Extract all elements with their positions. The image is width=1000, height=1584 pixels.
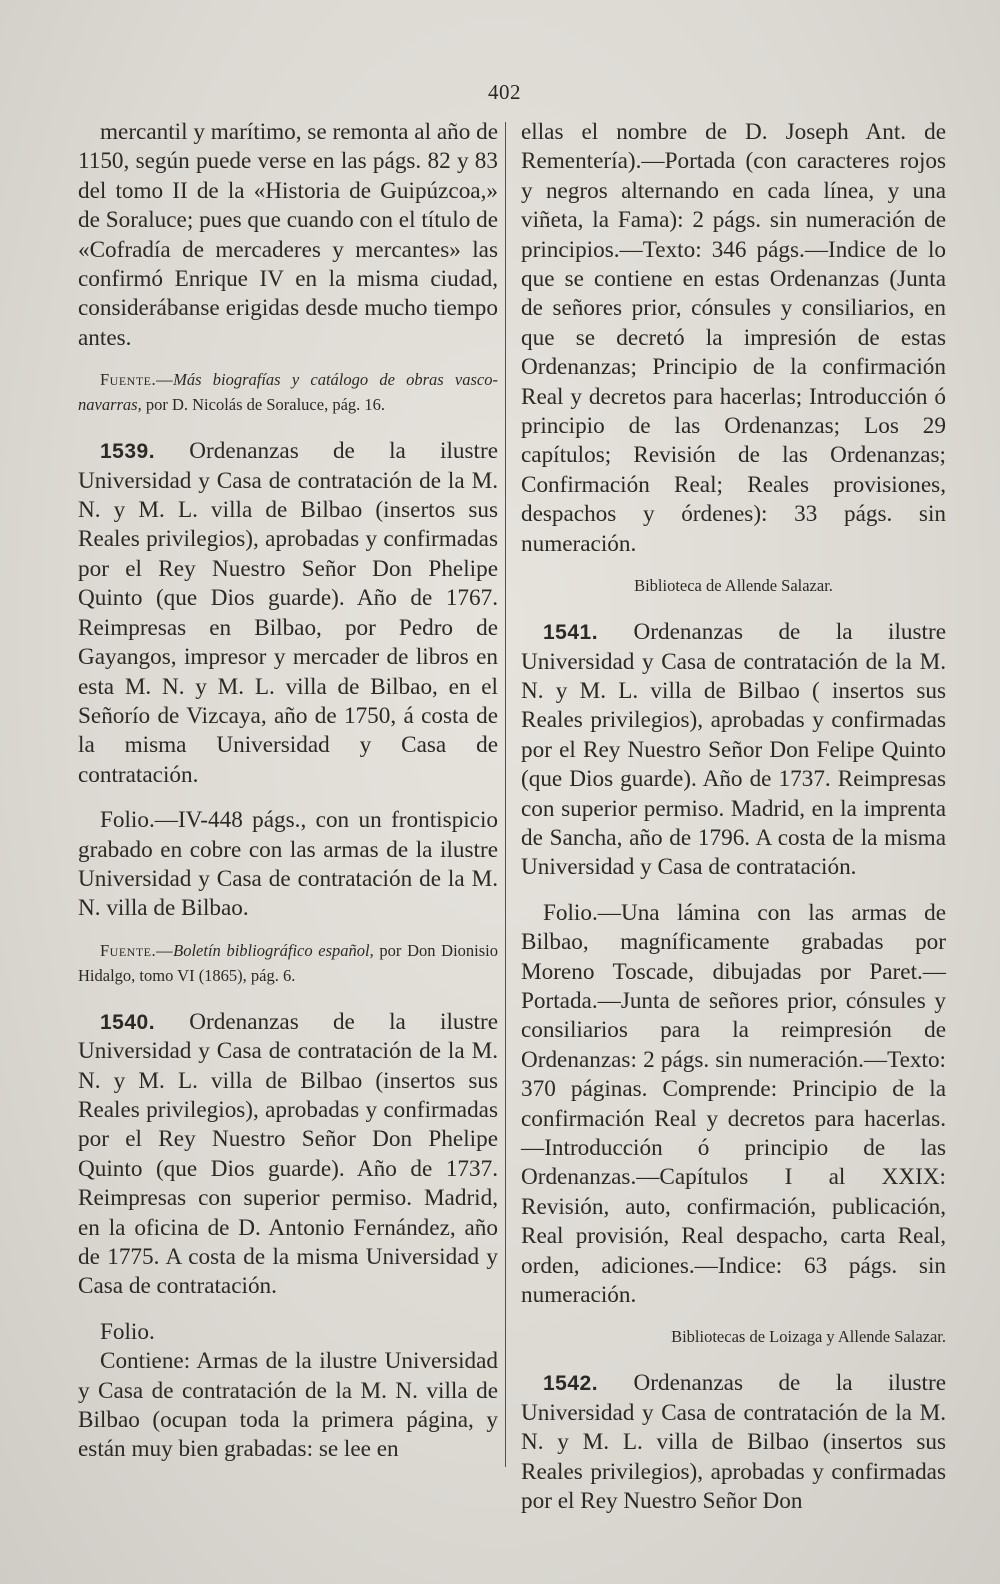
entry-number: 1540. xyxy=(100,1010,156,1034)
entry-1539 xyxy=(78,437,498,790)
entry-1540 xyxy=(78,1008,498,1302)
column-divider xyxy=(505,122,506,1467)
source-label: Fuente.— xyxy=(100,940,174,960)
entry-text: Ordenanzas de la ilustre Universidad y Casa de contratación de la M. N. y M. L. villa de Bilbao (insertos sus Reales privilegios), aprobadas y confirmadas por el Rey Nuestro Señor Don Phelipe Quinto (que Dios guarde). Año de 1737. Reimpresas con superior permiso. Madrid, en la oficina de D. Antonio Fernández, año de 1775. A costa de la misma Universidad y Casa de contratación. xyxy=(78,1008,498,1300)
entry-number: 1542. xyxy=(543,1372,599,1396)
entry-text: Ordenanzas de la ilustre Universidad y Casa de contratación de la M. N. y M. L. villa de Bilbao (insertos sus Reales privilegios), aprobadas y confirmadas por el Rey Nuestro Señor Don xyxy=(521,1370,946,1515)
entry-text: Ordenanzas de la ilustre Universidad y Casa de contratación de la M. N. y M. L. villa de Bilbao (insertos sus Reales privilegios), aprobadas y confirmadas por el Rey Nuestro Señor Don Phelipe Quinto (que Dios guarde). Año de 1767. Reimpresas en Bilbao, por Pedro de Gayangos, impresor y mercader de libros en esta M. N. y M. L. villa de Bilbao, en el Señorío de Vizcaya, año de 1750, á costa de la misma Universidad y Casa de contratación. xyxy=(78,438,498,788)
intro-paragraph: mercantil y marítimo, se remonta al año de 1150, según puede verse en las págs. 82 y 83 del tomo II de la «Historia de Guipúzcoa,» de Soraluce; pues que cuando con el título de «Cofradía de mercaderes y mercantes» las confirmó Enrique IV en la misma ciudad, considerábanse erigidas desde mucho tiempo antes. xyxy=(78,119,498,351)
page-number: 402 xyxy=(488,80,521,104)
entry-1541 xyxy=(521,618,946,883)
entry-number: 1541. xyxy=(543,621,599,645)
entry-text: Ordenanzas de la ilustre Universidad y Casa de contratación de la M. N. y M. L. villa de Bilbao ( insertos sus Reales privilegios), aprobadas y confirmadas por el Rey Nuestro Señor Don Felipe Quinto (que Dios guarde). Año de 1737. Reimpresas con superior permiso. Madrid, en la imprenta de Sancha, año de 1796. A costa de la misma Universidad y Casa de contratación. xyxy=(521,619,946,881)
entry-1539-source xyxy=(78,938,498,988)
entry-1541-description: Folio.—Una lámina con las armas de Bilbao, magníficamente grabadas por Moreno Toscade, dibujadas por Paret.—Portada.—Junta de señores prior, cónsules y consiliarios para la reimpresión de Ordenanzas: 2 págs. sin numeración.—Texto: 370 páginas. Comprende: Principio de la confirmación Real y decretos para hacerlas.—Introducción ó principio de las Ordenanzas.—Capítulos I al XXIX: Revisión, auto, confirmación, publicación, Real provisión, Real despacho, carta Real, orden, adiciones.—Indice: 63 págs. sin numeración. xyxy=(521,899,946,1309)
right-column xyxy=(521,118,946,1516)
library-note-2: Bibliotecas de Loizaga y Allende Salazar. xyxy=(671,1327,946,1347)
library-note-1: Biblioteca de Allende Salazar. xyxy=(634,576,833,596)
source-note-1 xyxy=(78,367,498,417)
entry-1540-description: Folio. xyxy=(100,1318,155,1345)
source-title: Boletín bibliográfico español, xyxy=(173,940,374,960)
left-column xyxy=(78,118,498,1465)
continuation-paragraph: ellas el nombre de D. Joseph Ant. de Rementería).—Portada (con caracteres rojos y negros alternando en cada línea, y una viñeta, la Fama): 2 págs. sin numeración de principios.—Texto: 346 págs.—Indice de lo que se contiene en estas Ordenanzas (Junta de señores prior, cónsules y consiliarios, en que se decretó la impresión de estas Ordenanzas; Principio de la confirmación Real y decretos para hacerlas; Introducción ó principio de las Ordenanzas; Los 29 capítulos; Revisión de las Ordenanzas; Confirmación Real; Reales provisiones, despachos y órdenes): 33 págs. sin numeración. xyxy=(521,119,946,557)
source-rest: por D. Nicolás de Soraluce, pág. 16. xyxy=(141,395,386,415)
entry-1540-contents: Contiene: Armas de la ilustre Universidad y Casa de contratación de la M. N. villa de Bilbao (ocupan toda la primera página, y están muy bien grabadas: se lee en xyxy=(78,1348,498,1463)
source-rest: por Don Dionisio Hidalgo, tomo VI (1865), pág. 6. xyxy=(78,940,499,985)
source-title: Más biografías y catálogo de obras vasco-navarras, xyxy=(78,370,498,415)
entry-number: 1539. xyxy=(100,440,156,464)
source-label: Fuente.— xyxy=(100,370,174,390)
entry-1542 xyxy=(521,1369,946,1516)
entry-1539-description: Folio.—IV-448 págs., con un frontispicio grabado en cobre con las armas de la ilustre Universidad y Casa de contratación de la M. N. villa de Bilbao. xyxy=(78,807,498,922)
